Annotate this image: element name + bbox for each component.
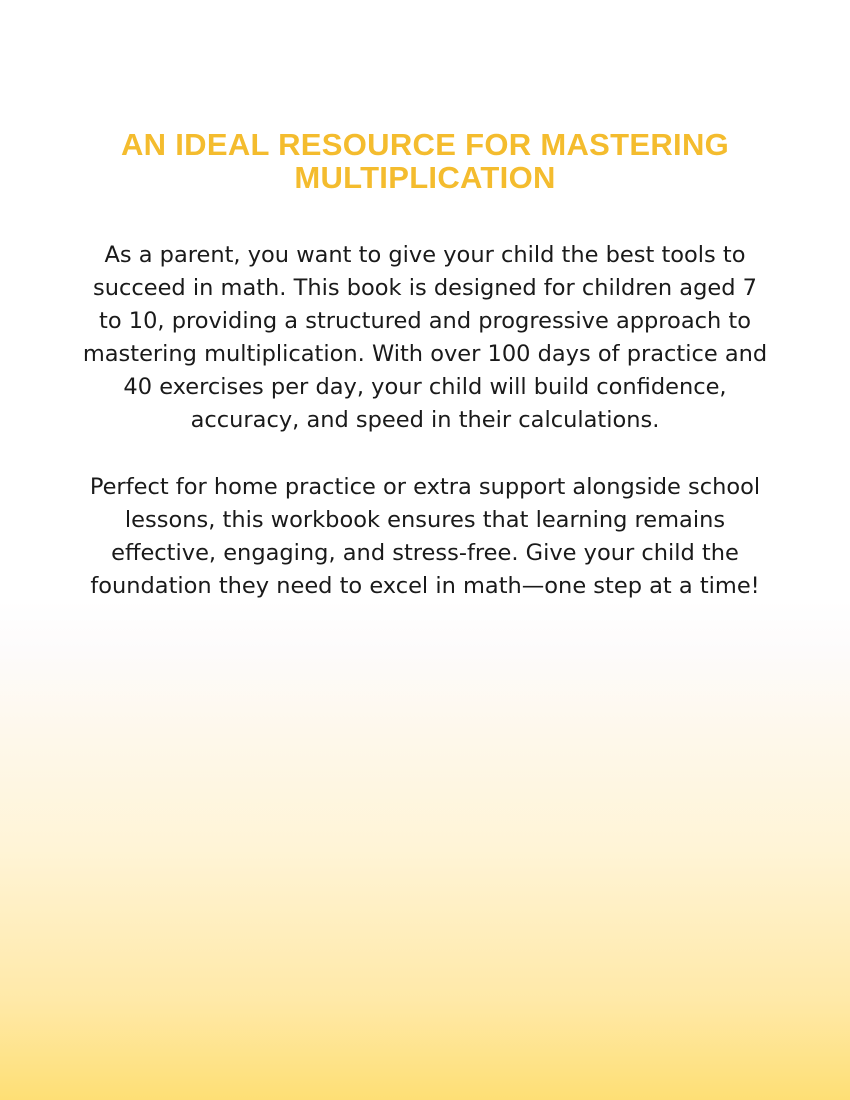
title-line: MULTIPLICATION — [294, 160, 556, 195]
text-line: 40 exercises per day, your child will build confidence, — [123, 374, 727, 400]
text-line: Perfect for home practice or extra support alongside school — [89, 474, 761, 500]
text-line: mastering multiplication. With over 100 days of practice and — [82, 341, 768, 367]
text-line: succeed in math. This book is designed for children aged 7 — [93, 275, 757, 301]
text-line: accuracy, and speed in their calculations. — [190, 407, 660, 433]
text-line: As a parent, you want to give your child the best tools to — [104, 242, 746, 268]
closing-paragraph — [0, 471, 850, 603]
text-line: to 10, providing a structured and progressive approach to — [99, 308, 751, 334]
title-line: AN IDEAL RESOURCE FOR MASTERING — [120, 127, 730, 162]
text-line: lessons, this workbook ensures that learning remains — [124, 507, 726, 533]
text-line: foundation they need to excel in math—one step at a time! — [90, 573, 760, 599]
text-line: effective, engaging, and stress-free. Give your child the — [111, 540, 739, 566]
intro-paragraph — [0, 239, 850, 437]
page-title — [0, 128, 850, 194]
